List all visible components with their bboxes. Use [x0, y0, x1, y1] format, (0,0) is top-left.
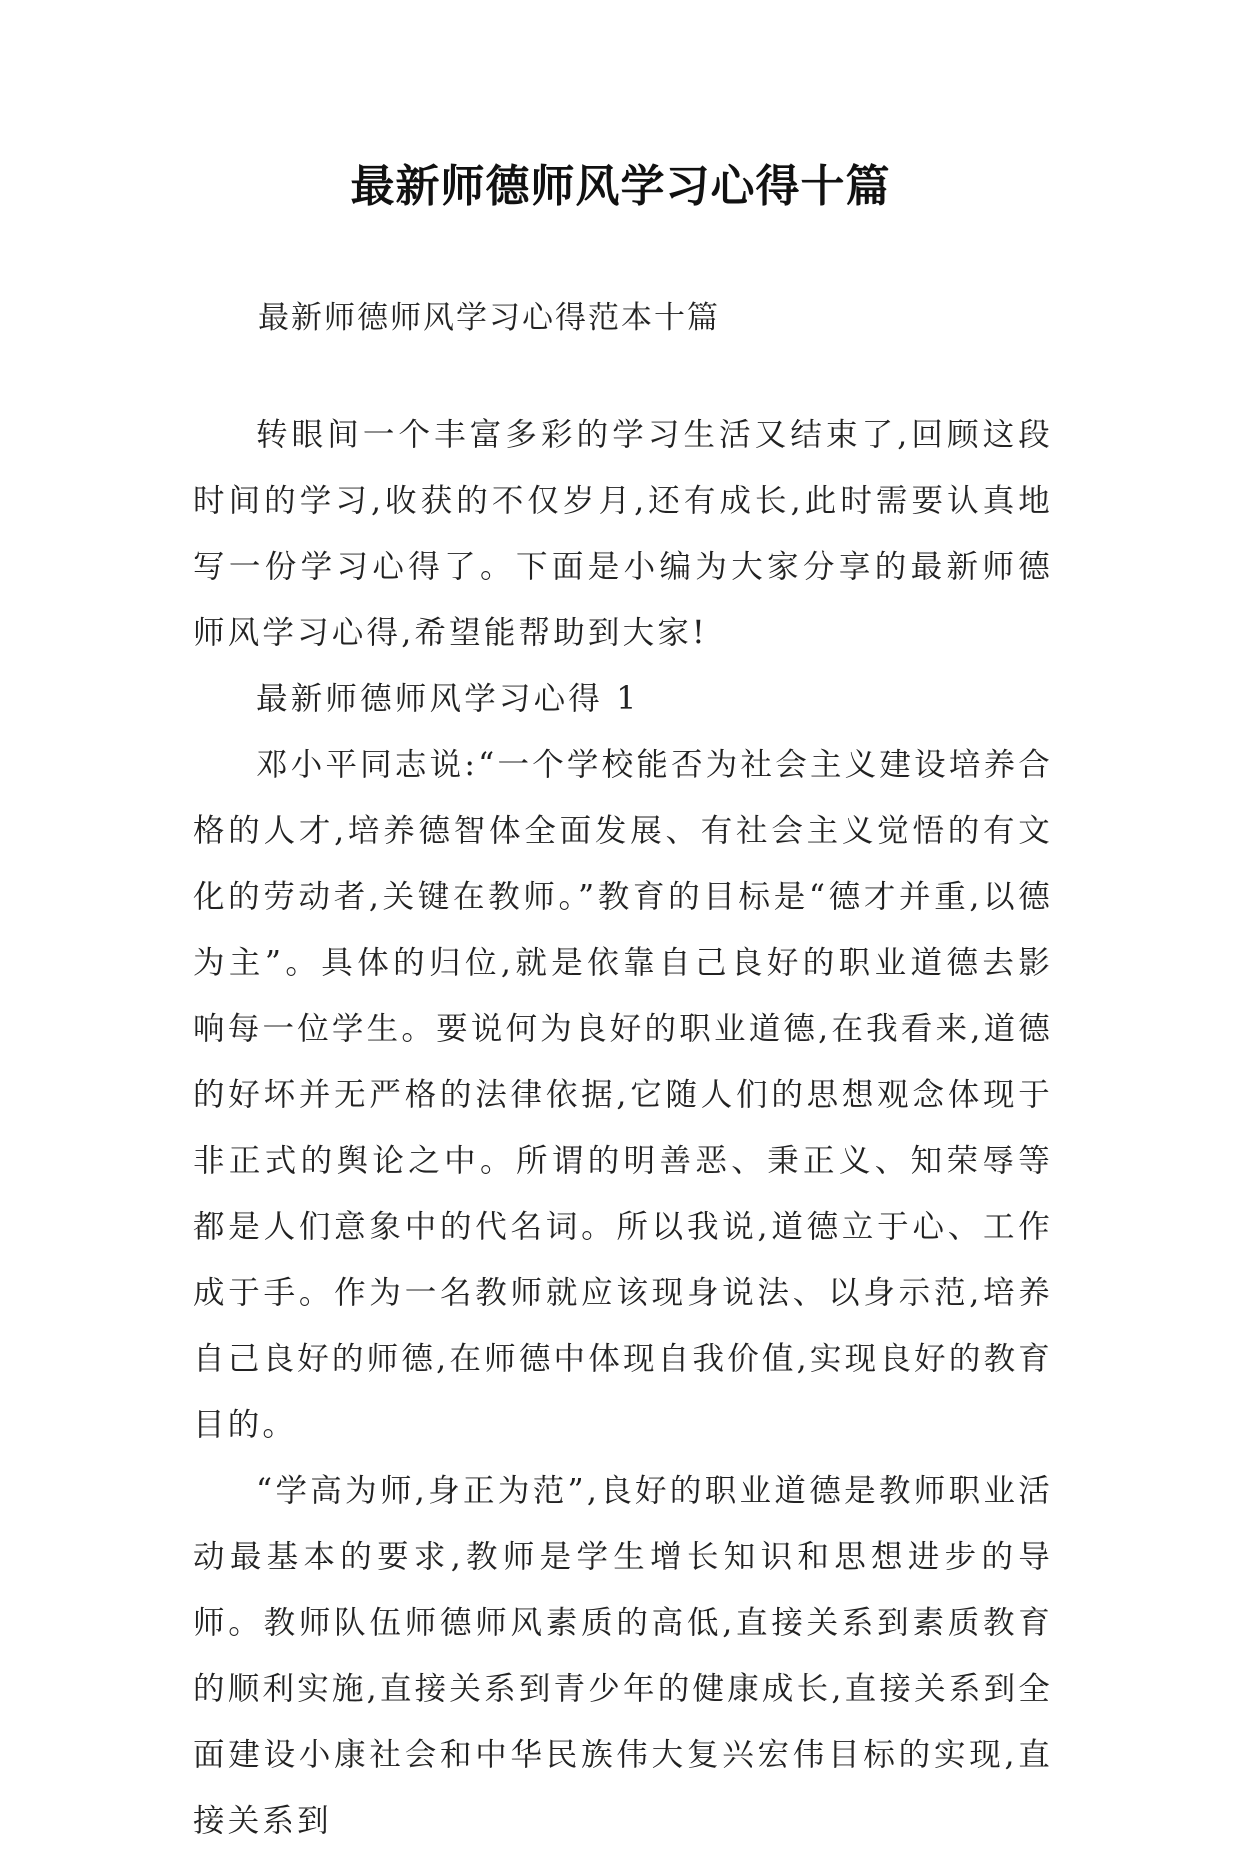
- document-body: [193, 402, 1053, 1854]
- intro-paragraph: 转眼间一个丰富多彩的学习生活又结束了,回顾这段时间的学习,收获的不仅岁月,还有成长,此时需要认真地写一份学习心得了。下面是小编为大家分享的最新师德师风学习心得,希望能帮助到大家!: [193, 417, 1053, 651]
- body-paragraph: 邓小平同志说:“一个学校能否为社会主义建设培养合格的人才,培养德智体全面发展、有社会主义觉悟的有文化的劳动者,关键在教师。”教育的目标是“德才并重,以德为主”。具体的归位,就是依靠自己良好的职业道德去影响每一位学生。要说何为良好的职业道德,在我看来,道德的好坏并无严格的法律依据,它随人们的思想观念体现于非正式的舆论之中。所谓的明善恶、秉正义、知荣辱等都是人们意象中的代名词。所以我说,道德立于心、工作成于手。作为一名教师就应该现身说法、以身示范,培养自己良好的师德,在师德中体现自我价值,实现良好的教育目的。: [193, 747, 1053, 1443]
- document-subtitle: 最新师德师风学习心得范本十篇: [258, 300, 720, 336]
- document-title: 最新师德师风学习心得十篇: [350, 161, 891, 212]
- section-heading-1: 最新师德师风学习心得 1: [256, 681, 640, 717]
- body-paragraph: “学高为师,身正为范”,良好的职业道德是教师职业活动最基本的要求,教师是学生增长知识和思想进步的导师。教师队伍师德师风素质的高低,直接关系到素质教育的顺利实施,直接关系到青少年的健康成长,直接关系到全面建设小康社会和中华民族伟大复兴宏伟目标的实现,直接关系到: [193, 1473, 1053, 1839]
